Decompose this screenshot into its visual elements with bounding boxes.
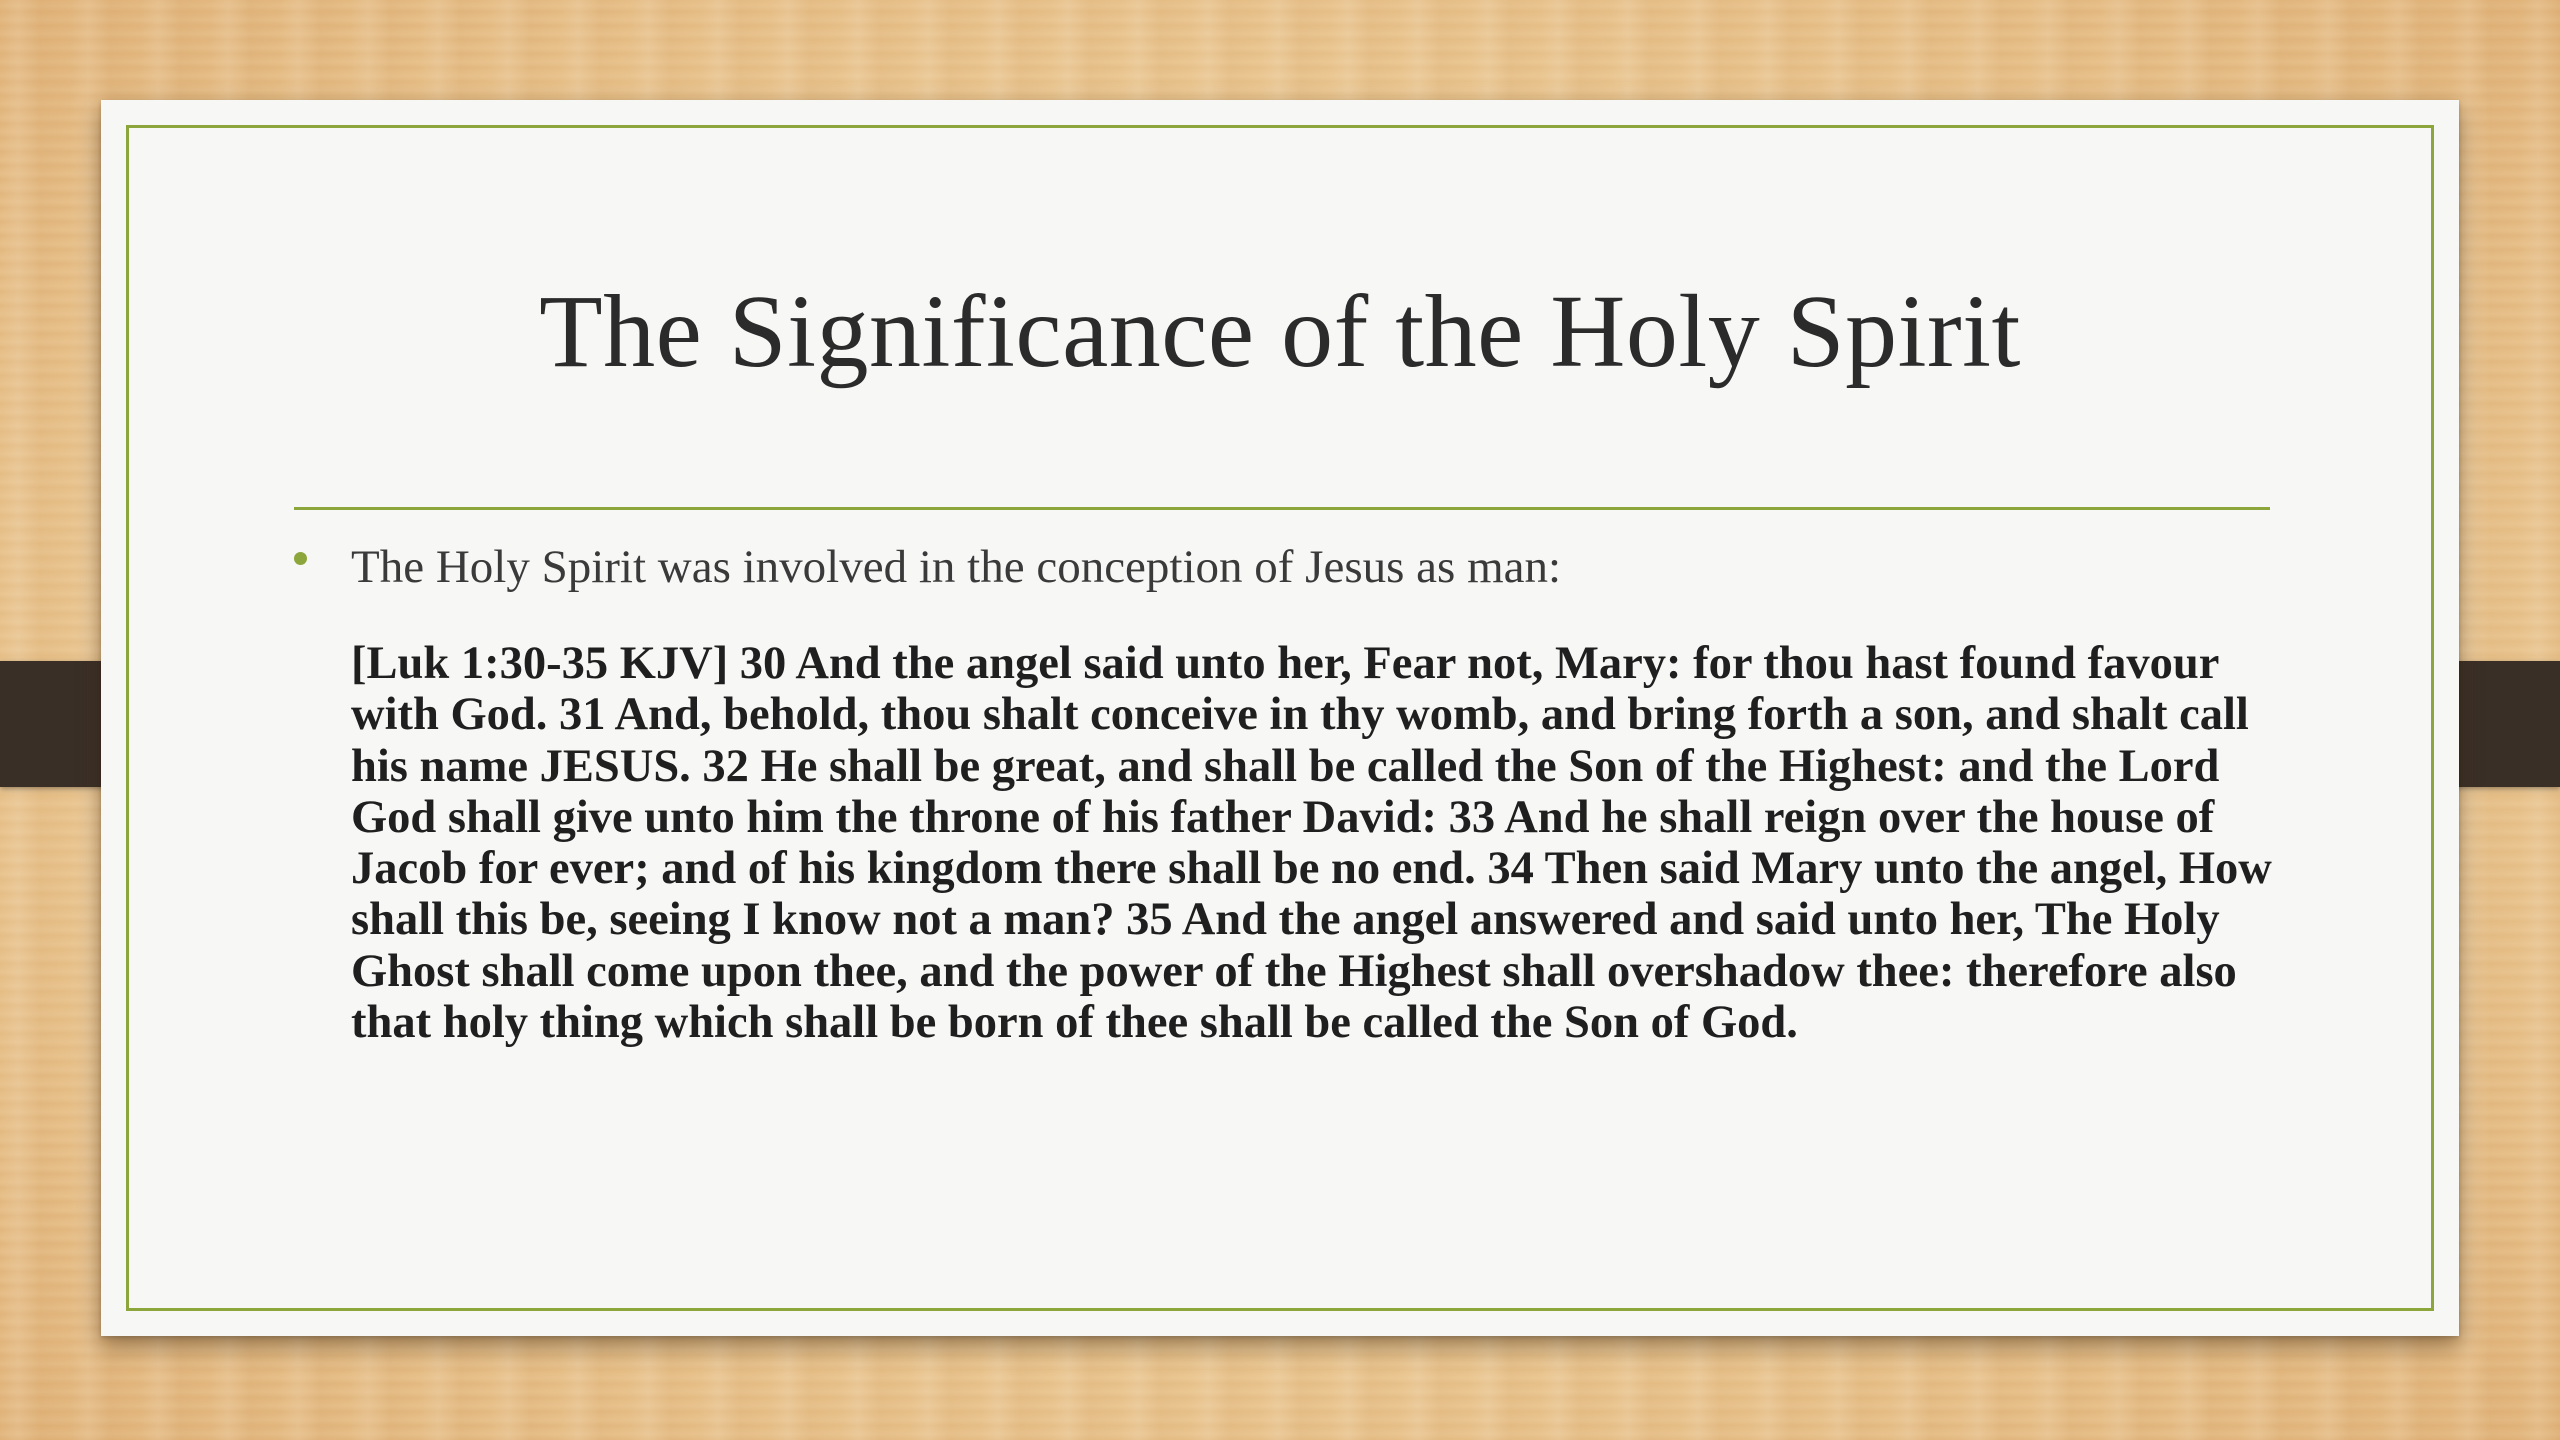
bullet-text: The Holy Spirit was involved in the conception of Jesus as man:	[351, 541, 1562, 593]
scripture-passage: [Luk 1:30-35 KJV] 30 And the angel said unto her, Fear not, Mary: for thou hast found favour with God. 31 And, behold, thou shalt conceive in thy womb, and bring forth a son, and shalt call his name JESUS. 32 He shall be great, and shall be called the Son of the Highest: and the Lord God shall give unto him the throne of his father David: 33 And he shall reign over the house of Jacob for ever; and of his kingdom there shall be no end. 34 Then said Mary unto the angel, How shall this be, seeing I know not a man? 35 And the angel answered and said unto her, The Holy Ghost shall come upon thee, and the power of the Highest shall overshadow thee: therefore also that holy thing which shall be born of thee shall be called the Son of God.	[351, 638, 2272, 1049]
slide-canvas	[101, 100, 2459, 1336]
slide-title: The Significance of the Holy Spirit	[539, 274, 2021, 389]
title-divider	[294, 507, 2270, 510]
bullet-dot-icon	[294, 552, 307, 565]
